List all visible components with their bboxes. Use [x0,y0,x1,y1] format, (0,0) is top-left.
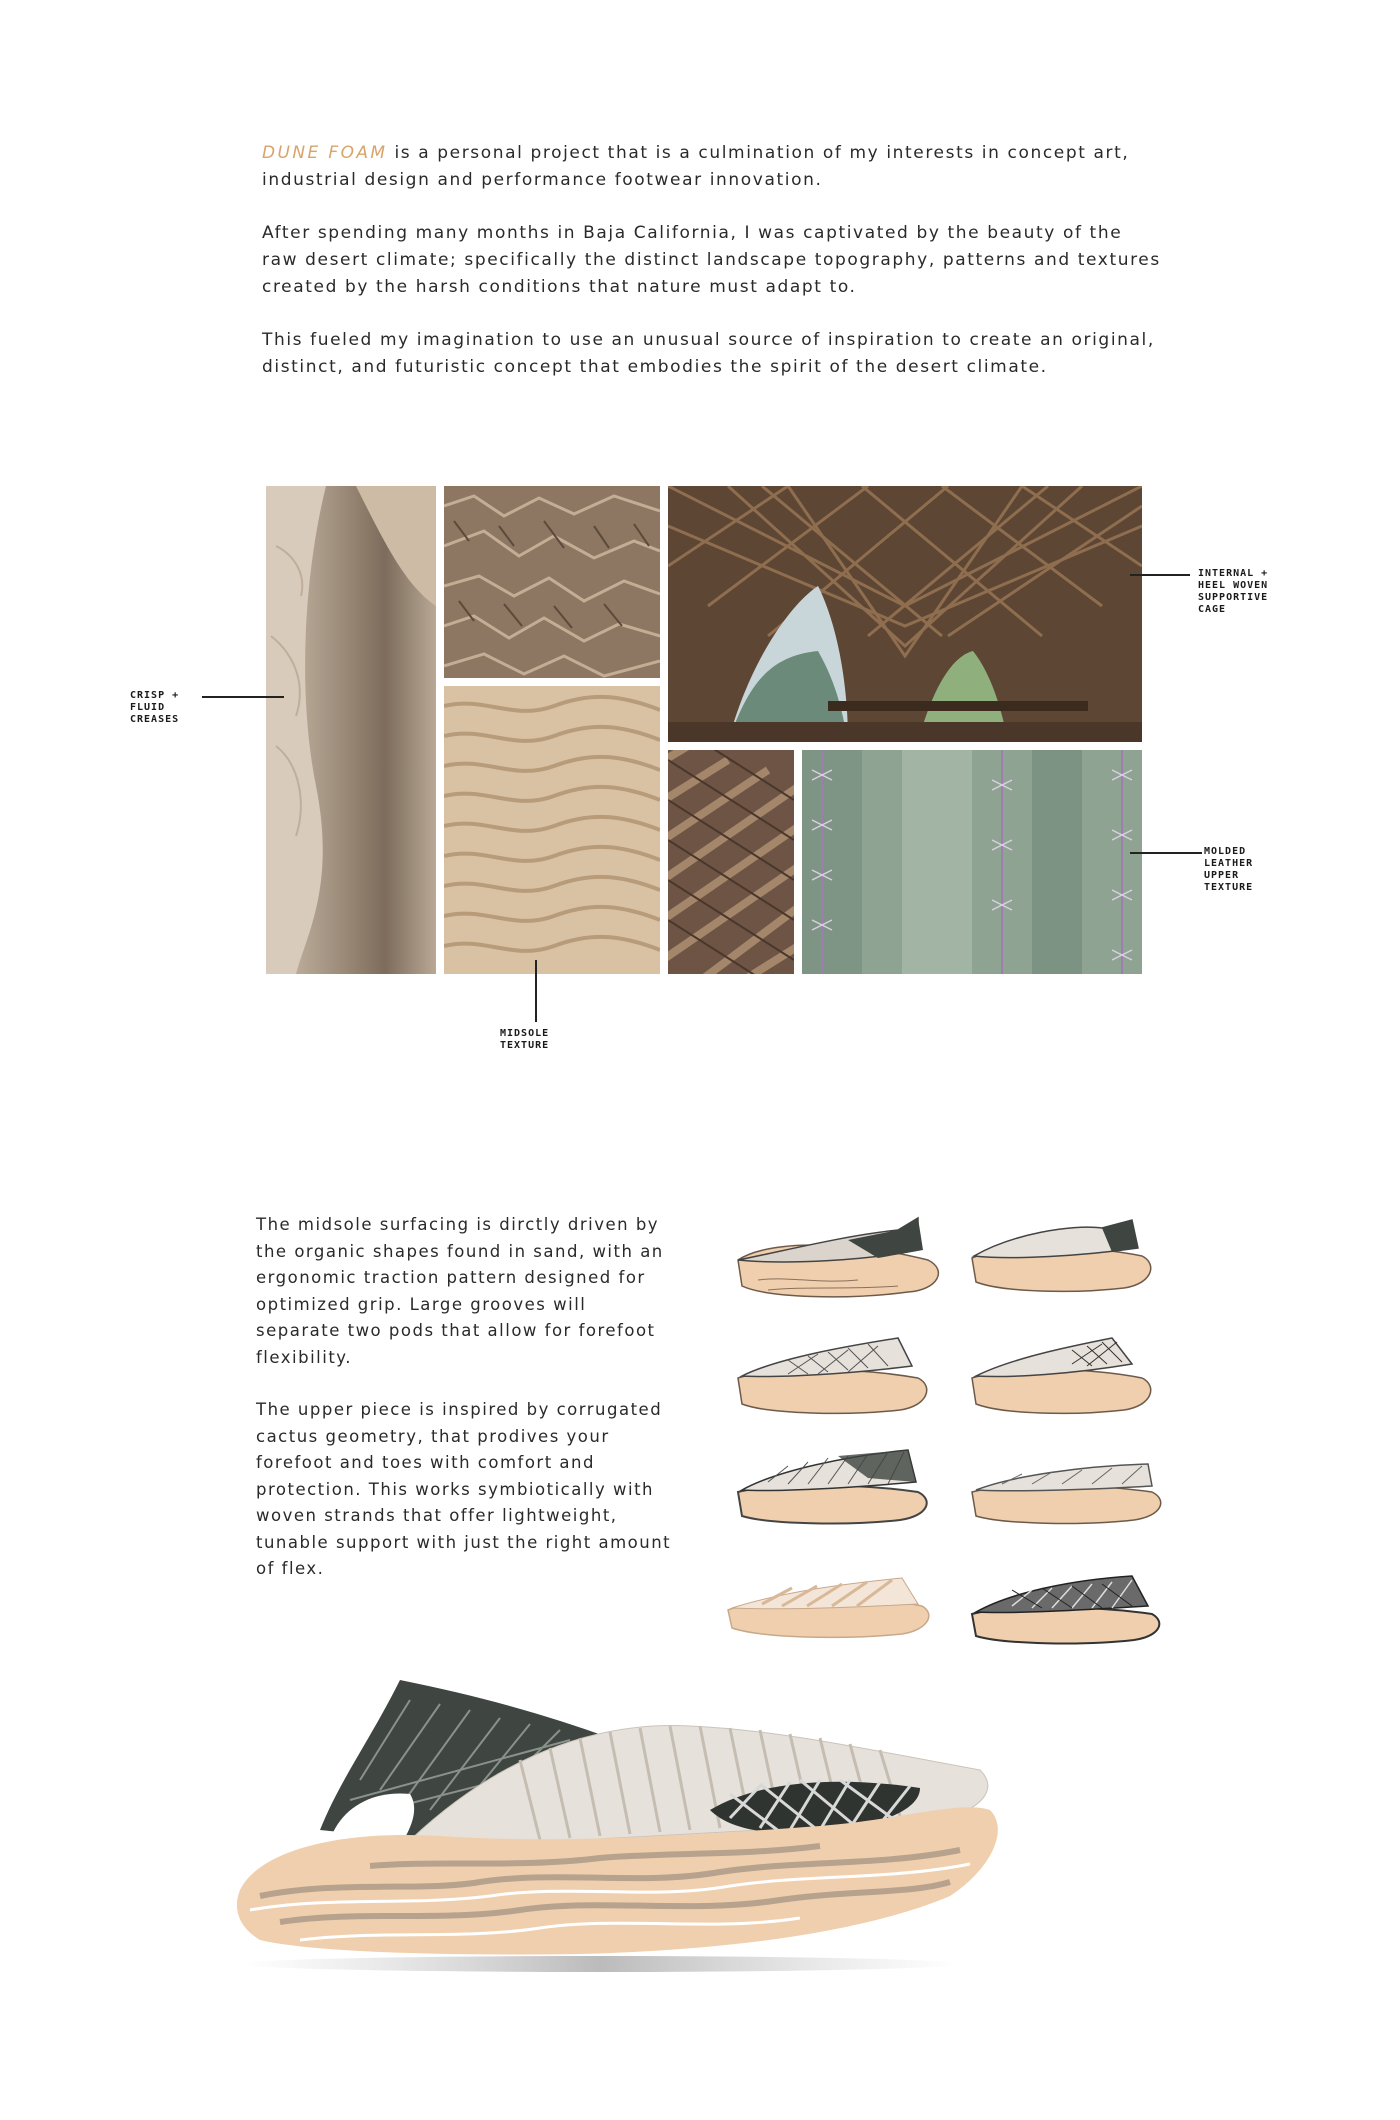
bamboo-pavilion-photo [668,486,1142,742]
cracked-sand-photo [444,486,660,678]
sand-ripples-photo [444,686,660,974]
annotation-midsole-texture: MIDSOLE TEXTURE [500,1028,550,1051]
sketch-7 [722,1560,942,1650]
leader-line-leather [1130,852,1202,854]
sketch-4 [962,1318,1162,1428]
annotation-molded-leather: MOLDED LEATHER UPPER TEXTURE [1204,846,1254,893]
cactus-texture-photo [802,750,1142,974]
description-paragraph-2: The upper piece is inspired by corrugated cactus geometry, that prodives your forefoot and toes with comfort and protection. This works symbiotically with woven strands that offer lightweight, tunable support with just the right amount of flex. [256,1400,672,1578]
sand-dune-photo [266,486,436,974]
sketch-1 [728,1200,968,1310]
woven-basket-photo [668,750,794,974]
sketch-5 [728,1426,948,1536]
sketch-3 [728,1318,948,1428]
sketch-6 [962,1426,1172,1536]
intro-text [262,140,1162,407]
hero-shoe-render [220,1660,1020,1990]
intro-paragraph-1: DUNE FOAM is a personal project that is a culmination of my interests in concept art, industrial design and performance footwear innovation. [262,143,1130,190]
annotation-crisp-fluid-creases: CRISP + FLUID CREASES [130,690,180,725]
intro-paragraph-2: After spending many months in Baja California, I was captivated by the beauty of the raw desert climate; specifically the distinct landscape topography, patterns and textures created by the harsh conditions that nature must adapt to. [262,223,1161,297]
sketch-8 [962,1560,1172,1650]
annotation-woven-cage: INTERNAL + HEEL WOVEN SUPPORTIVE CAGE [1198,568,1269,615]
sketch-2 [962,1198,1162,1308]
leader-line-cage [1130,574,1190,576]
description-paragraph-1: The midsole surfacing is dirctly driven by the organic shapes found in sand, with an ergonomic traction pattern designed for optimized grip. Large grooves will separate two pods that allow for forefoot flexibility. [256,1215,664,1367]
intro-paragraph-3: This fueled my imagination to use an unusual source of inspiration to create an original, distinct, and futuristic concept that embodies the spirit of the desert climate. [262,330,1155,377]
leader-line-creases [202,696,284,698]
design-description [256,1212,676,1609]
leader-line-midsole [535,960,537,1022]
brand-name: DUNE FOAM [262,143,388,163]
